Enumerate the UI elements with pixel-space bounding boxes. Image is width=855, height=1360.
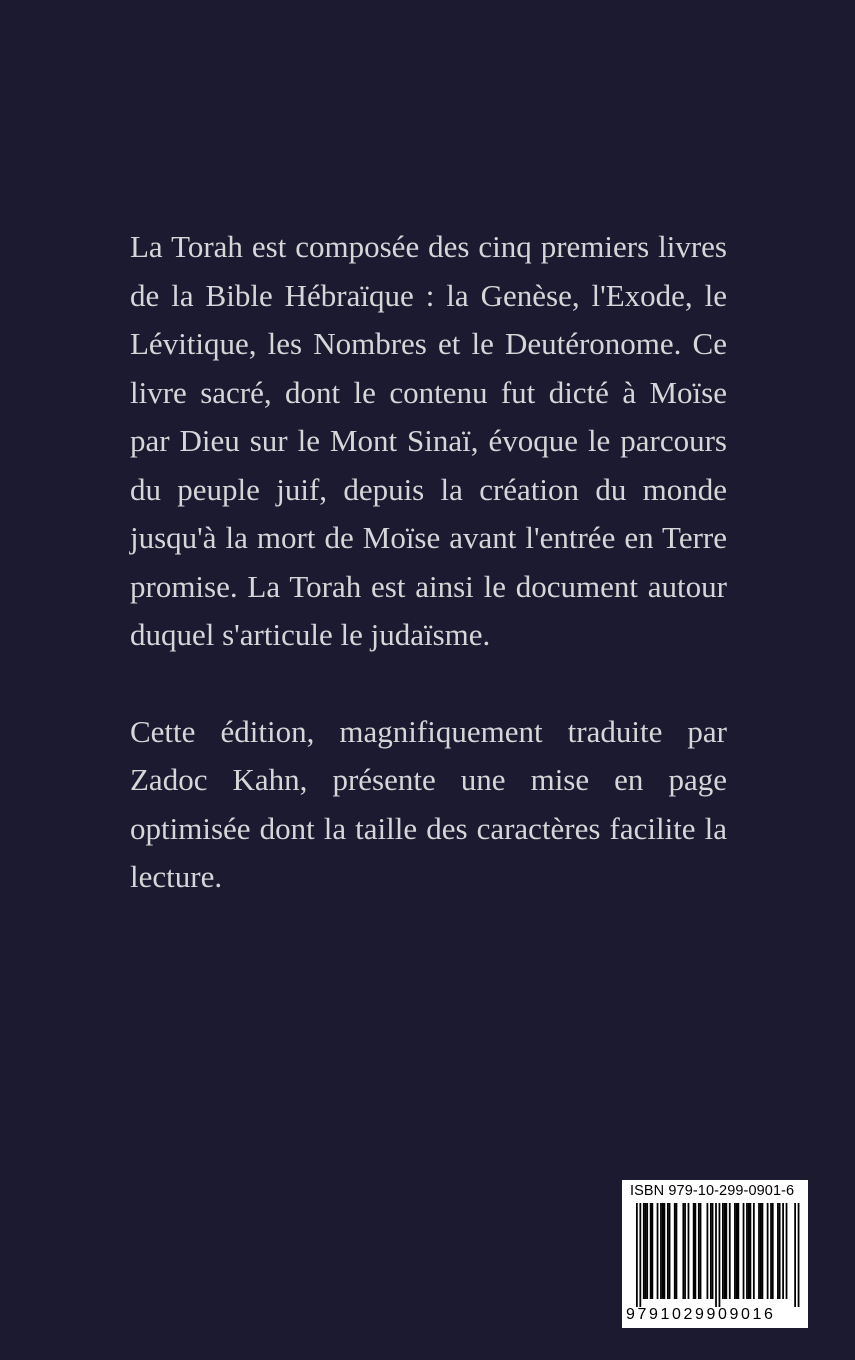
barcode-guard-bar [798,1203,800,1307]
barcode-bar [772,1203,774,1299]
barcode-bar [643,1203,645,1299]
barcode-bar [646,1203,648,1299]
barcode-bar [748,1203,750,1299]
barcode-bar [729,1203,731,1299]
barcode-bar [667,1203,669,1299]
barcode-guard-bar [715,1203,717,1307]
barcode-bar [674,1203,676,1299]
barcode-bar [662,1203,664,1299]
barcode-bar [758,1203,760,1299]
barcode-bar [786,1203,788,1299]
barcode-guard-bar [636,1203,638,1307]
barcode-bar [767,1203,769,1299]
barcode-bar [694,1203,696,1299]
blurb-paragraph-2: Cette édition, magnifiquement traduite par Zadoc Kahn, présente une mise en page optimisée dont la taille des caractères facilite la lecture. [130,713,727,894]
barcode-bar [750,1203,752,1299]
barcode-bar [722,1203,724,1299]
barcode-bar [693,1203,695,1299]
blurb-paragraph-1: La Torah est composée des cinq premiers livres de la Bible Hébraïque : la Genèse, l'Exode, le Lévitique, les Nombres et le Deutéronome. Ce livre sacré, dont le contenu fut dicté à Moïse par Dieu sur le Mont Sinaï, évoque le parcours du peuple juif, depuis la création du monde jusqu'à la mort de Moïse avant l'entrée en Terre promise. La Torah est ainsi le document autour duquel s'articule le judaïsme. [130,229,727,652]
barcode-bar [651,1203,653,1299]
barcode-bar [777,1203,779,1299]
barcode-bar [753,1203,755,1299]
barcode-bar [712,1203,714,1299]
barcode-guard-bar [719,1203,721,1307]
back-cover-blurb [130,223,727,902]
barcode-bar [760,1203,762,1299]
barcode-bar [725,1203,727,1299]
barcode-bar [676,1203,678,1299]
barcode-bar [660,1203,662,1299]
barcode-bar [700,1203,702,1299]
barcode-bar [734,1203,736,1299]
barcode-bar [698,1203,700,1299]
barcode-bar [650,1203,652,1299]
barcode-bar [746,1203,748,1299]
barcode-bar [645,1203,647,1299]
barcode-bar [770,1203,772,1299]
barcode-bar [743,1203,745,1299]
barcode-digits: 9791029909016 [626,1306,776,1323]
barcode-bar [707,1203,709,1299]
barcode-bars [622,1203,808,1307]
barcode-bar [762,1203,764,1299]
barcode-bar [669,1203,671,1299]
barcode-guard-bar [639,1203,641,1307]
barcode-bar [688,1203,690,1299]
isbn-barcode [622,1180,808,1328]
barcode-bar [682,1203,684,1299]
isbn-label: ISBN 979-10-299-0901-6 [630,1183,795,1199]
barcode-bar [779,1203,781,1299]
barcode-bar [657,1203,659,1299]
barcode-bar [782,1203,784,1299]
barcode-bar [736,1203,738,1299]
barcode-bar [737,1203,739,1299]
barcode-bar [724,1203,726,1299]
barcode-guard-bar [794,1203,796,1307]
barcode-bar [664,1203,666,1299]
barcode-bar [684,1203,686,1299]
barcode-bar [710,1203,712,1299]
